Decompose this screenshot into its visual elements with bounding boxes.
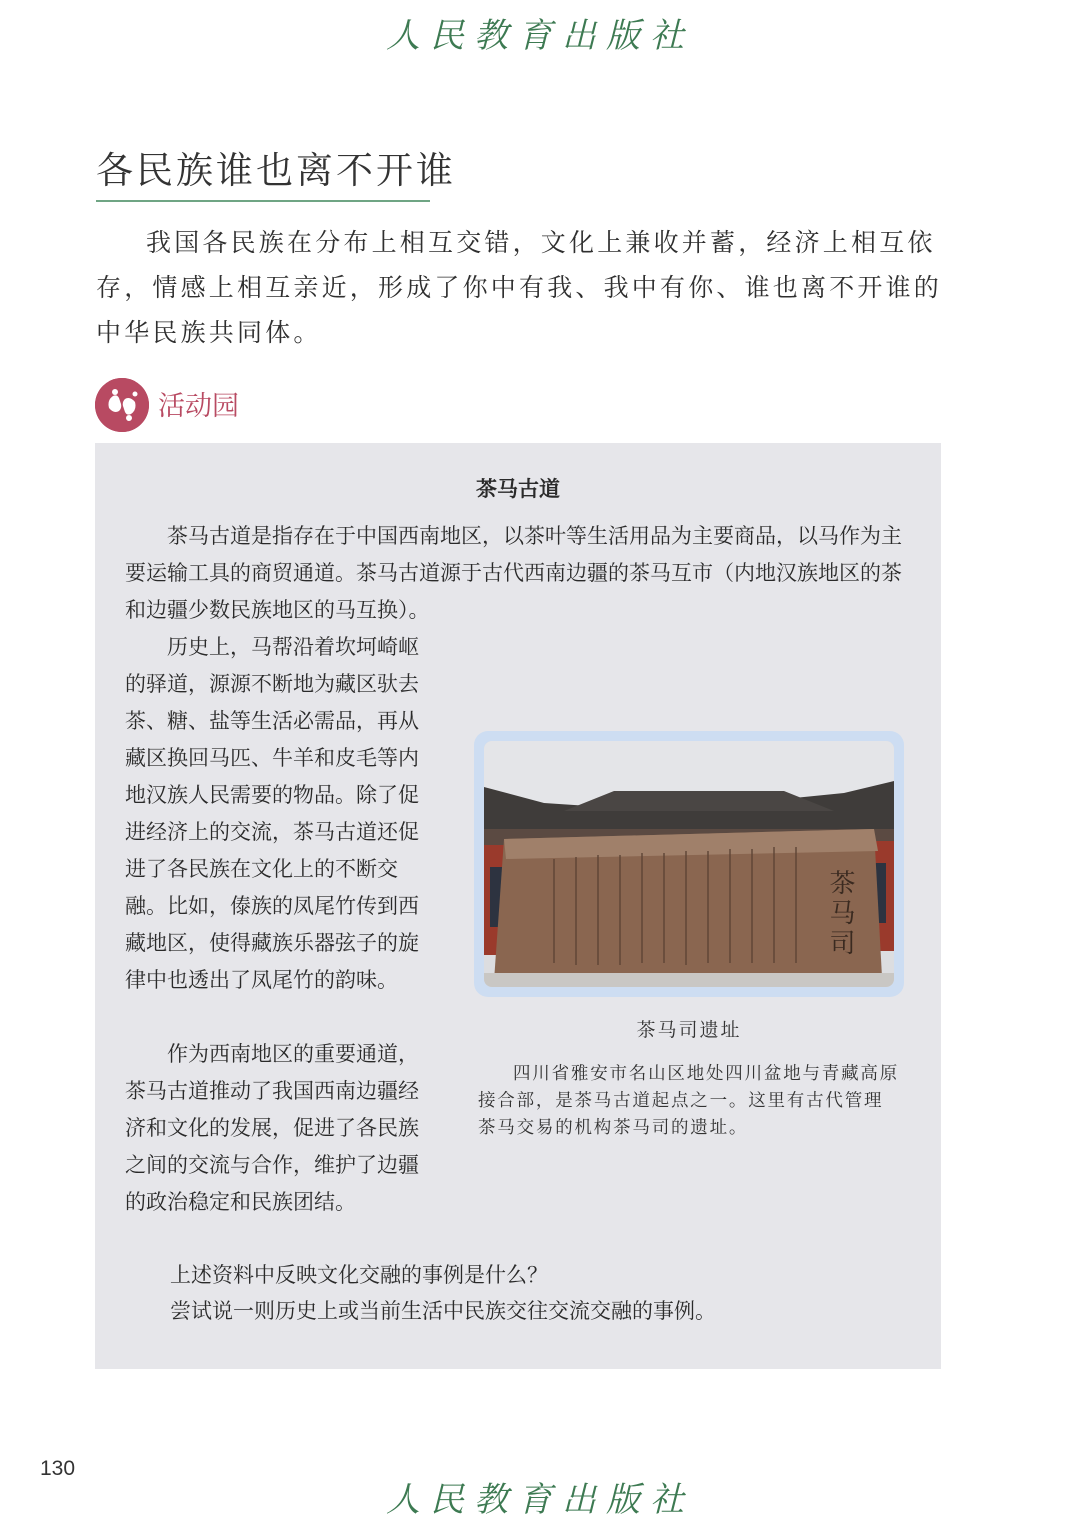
activity-label: 活动园 bbox=[158, 391, 239, 422]
box-title: 茶马古道 bbox=[476, 477, 560, 501]
publisher-logo-bottom: 人民教育出版社 bbox=[386, 1480, 694, 1520]
paragraph-significance: 作为西南地区的重要通道，茶马古道推动了我国西南边疆经济和文化的发展，促进了各民族之间的交流与合作，维护了边疆的政治稳定和民族团结。 bbox=[125, 1042, 419, 1214]
photo-sign-text: 茶马司 bbox=[825, 869, 855, 959]
question-2: 尝试说一则历史上或当前生活中民族交往交流交融的事例。 bbox=[170, 1299, 716, 1323]
activity-box bbox=[95, 443, 941, 1369]
section-title: 各民族谁也离不开谁 bbox=[96, 140, 430, 202]
paragraph-definition: 茶马古道是指存在于中国西南地区，以茶叶等生活用品为主要商品，以马作为主要运输工具的商贸通道。茶马古道源于古代西南边疆的茶马互市（内地汉族地区的茶和边疆少数民族地区的马互换）。 bbox=[125, 524, 902, 622]
hands-icon bbox=[95, 378, 149, 432]
publisher-logo-top: 人民教育出版社 bbox=[386, 16, 694, 56]
chamasi-site-photo bbox=[484, 741, 894, 987]
photo-frame bbox=[474, 731, 904, 997]
paragraph-history: 历史上，马帮沿着坎坷崎岖的驿道，源源不断地为藏区驮去茶、糖、盐等生活必需品，再从藏区换回马匹、牛羊和皮毛等内地汉族人民需要的物品。除了促进经济上的交流，茶马古道还促进了各民族在文化上的不断交融。比如，傣族的凤尾竹传到西藏地区，使得藏族乐器弦子的旋律中也透出了凤尾竹的韵味。 bbox=[125, 635, 419, 992]
photo-caption-text: 四川省雅安市名山区地处四川盆地与青藏高原接合部，是茶马古道起点之一。这里有古代管理茶马交易的机构茶马司的遗址。 bbox=[478, 1064, 899, 1138]
intro-paragraph: 我国各民族在分布上相互交错，文化上兼收并蓄，经济上相互依存，情感上相互亲近，形成了你中有我、我中有你、谁也离不开谁的中华民族共同体。 bbox=[96, 228, 943, 347]
photo-caption-title: 茶马司遗址 bbox=[636, 1019, 742, 1041]
question-1: 上述资料中反映文化交融的事例是什么？ bbox=[170, 1263, 548, 1287]
page-number: 130 bbox=[40, 1457, 76, 1480]
